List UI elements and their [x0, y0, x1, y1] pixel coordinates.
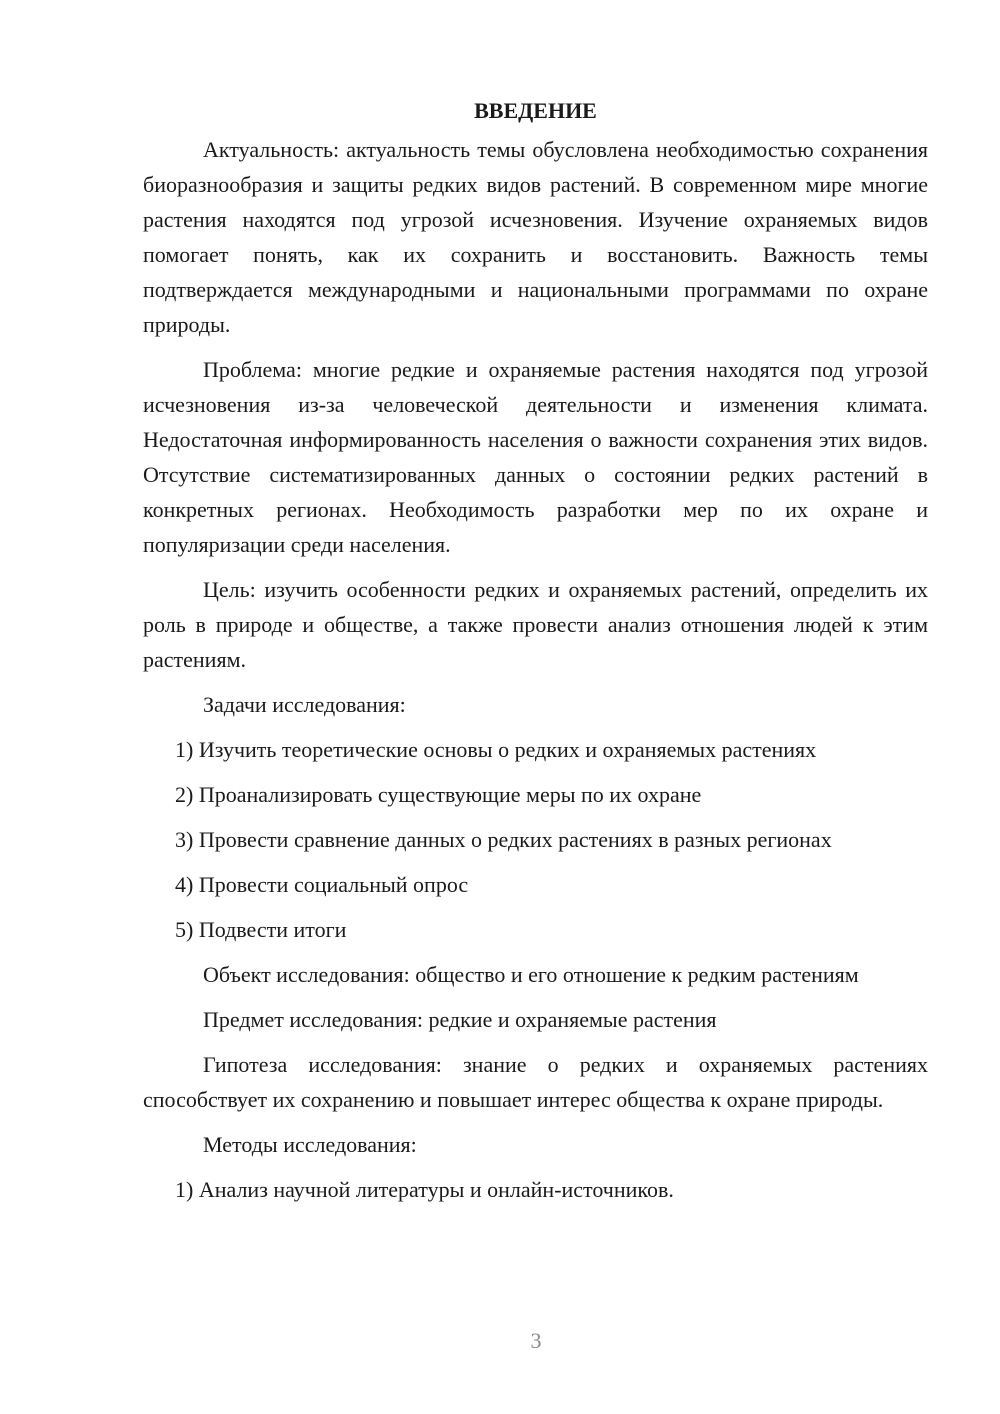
tasks-list: [143, 732, 928, 947]
subject-paragraph: Предмет исследования: редкие и охраняемые растения: [203, 1007, 717, 1032]
tasks-heading: Задачи исследования:: [203, 692, 406, 717]
list-item: 1) Анализ научной литературы и онлайн-источников.: [175, 1177, 674, 1202]
section-title: ВВЕДЕНИЕ: [474, 98, 597, 123]
goal-paragraph: Цель: изучить особенности редких и охраняемых растений, определить их роль в природе и обществе, а также провести анализ отношения людей к этим растениям.: [143, 577, 928, 672]
list-item: 4) Провести социальный опрос: [175, 872, 469, 897]
page-number: 3: [530, 1328, 542, 1353]
methods-heading: Методы исследования:: [203, 1132, 417, 1157]
object-paragraph: Объект исследования: общество и его отношение к редким растениям: [203, 962, 859, 987]
methods-list: [143, 1172, 928, 1207]
list-item: 2) Проанализировать существующие меры по их охране: [175, 782, 702, 807]
list-item: 5) Подвести итоги: [175, 917, 347, 942]
hypothesis-paragraph: Гипотеза исследования: знание о редких и охраняемых растениях способствует их сохранению и повышает интерес общества к охране природы.: [143, 1052, 928, 1112]
list-item: 1) Изучить теоретические основы о редких и охраняемых растениях: [175, 737, 817, 762]
relevance-paragraph: Актуальность: актуальность темы обусловлена необходимостью сохранения биоразнообразия и защиты редких видов растений. В современном мире многие растения находятся под угрозой исчезновения. Изучение охраняемых видов помогает понять, как их сохранить и восстановить. Важность темы подтверждается международными и национальными программами по охране природы.: [143, 137, 928, 337]
list-item: 3) Провести сравнение данных о редких растениях в разных регионах: [175, 827, 832, 852]
document-page: [143, 93, 928, 1207]
problem-paragraph: Проблема: многие редкие и охраняемые растения находятся под угрозой исчезновения из-за человеческой деятельности и изменения климата. Недостаточная информированность населения о важности сохранения этих видов. Отсутствие систематизированных данных о состоянии редких растений в конкретных регионах. Необходимость разработки мер по их охране и популяризации среди населения.: [143, 357, 928, 557]
